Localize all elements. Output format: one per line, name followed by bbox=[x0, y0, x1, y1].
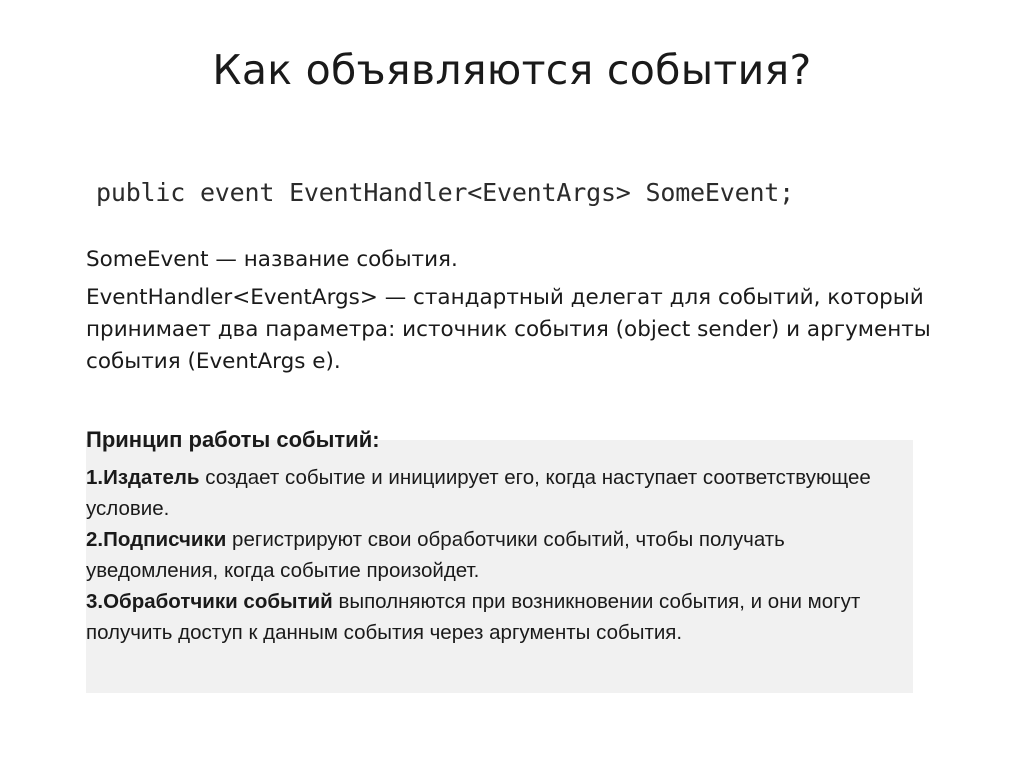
principles-list bbox=[86, 462, 906, 648]
principle-item-subscribers bbox=[86, 524, 906, 586]
description-line-someevent: SomeEvent — название события. bbox=[86, 247, 458, 272]
principles-heading: Принцип работы событий: bbox=[86, 427, 380, 452]
code-snippet: public event EventHandler<EventArgs> SomeEvent; bbox=[96, 178, 795, 207]
description-block bbox=[86, 244, 936, 384]
principle-number: 2. bbox=[86, 528, 104, 551]
principle-number: 1. bbox=[86, 466, 104, 489]
principle-term: Издатель bbox=[103, 466, 200, 489]
principle-term: Подписчики bbox=[103, 528, 227, 551]
principle-number: 3. bbox=[86, 590, 104, 613]
description-line-eventhandler: EventHandler<EventArgs> — стандартный делегат для событий, который принимает два параметра: источник события (object sender) и аргументы события (EventArgs e). bbox=[86, 285, 931, 374]
principle-item-publisher bbox=[86, 462, 906, 524]
principle-text: создает событие и инициирует его, когда наступает соответствующее условие. bbox=[86, 466, 871, 520]
principle-text: выполняются при возникновении события, и они могут получить доступ к данным события через аргументы события. bbox=[86, 590, 861, 644]
principle-item-handlers bbox=[86, 586, 906, 648]
slide-title: Как объявляются события? bbox=[212, 46, 812, 94]
principle-term: Обработчики событий bbox=[103, 590, 333, 613]
principle-text: регистрируют свои обработчики событий, чтобы получать уведомления, когда событие произойдет. bbox=[86, 528, 785, 582]
